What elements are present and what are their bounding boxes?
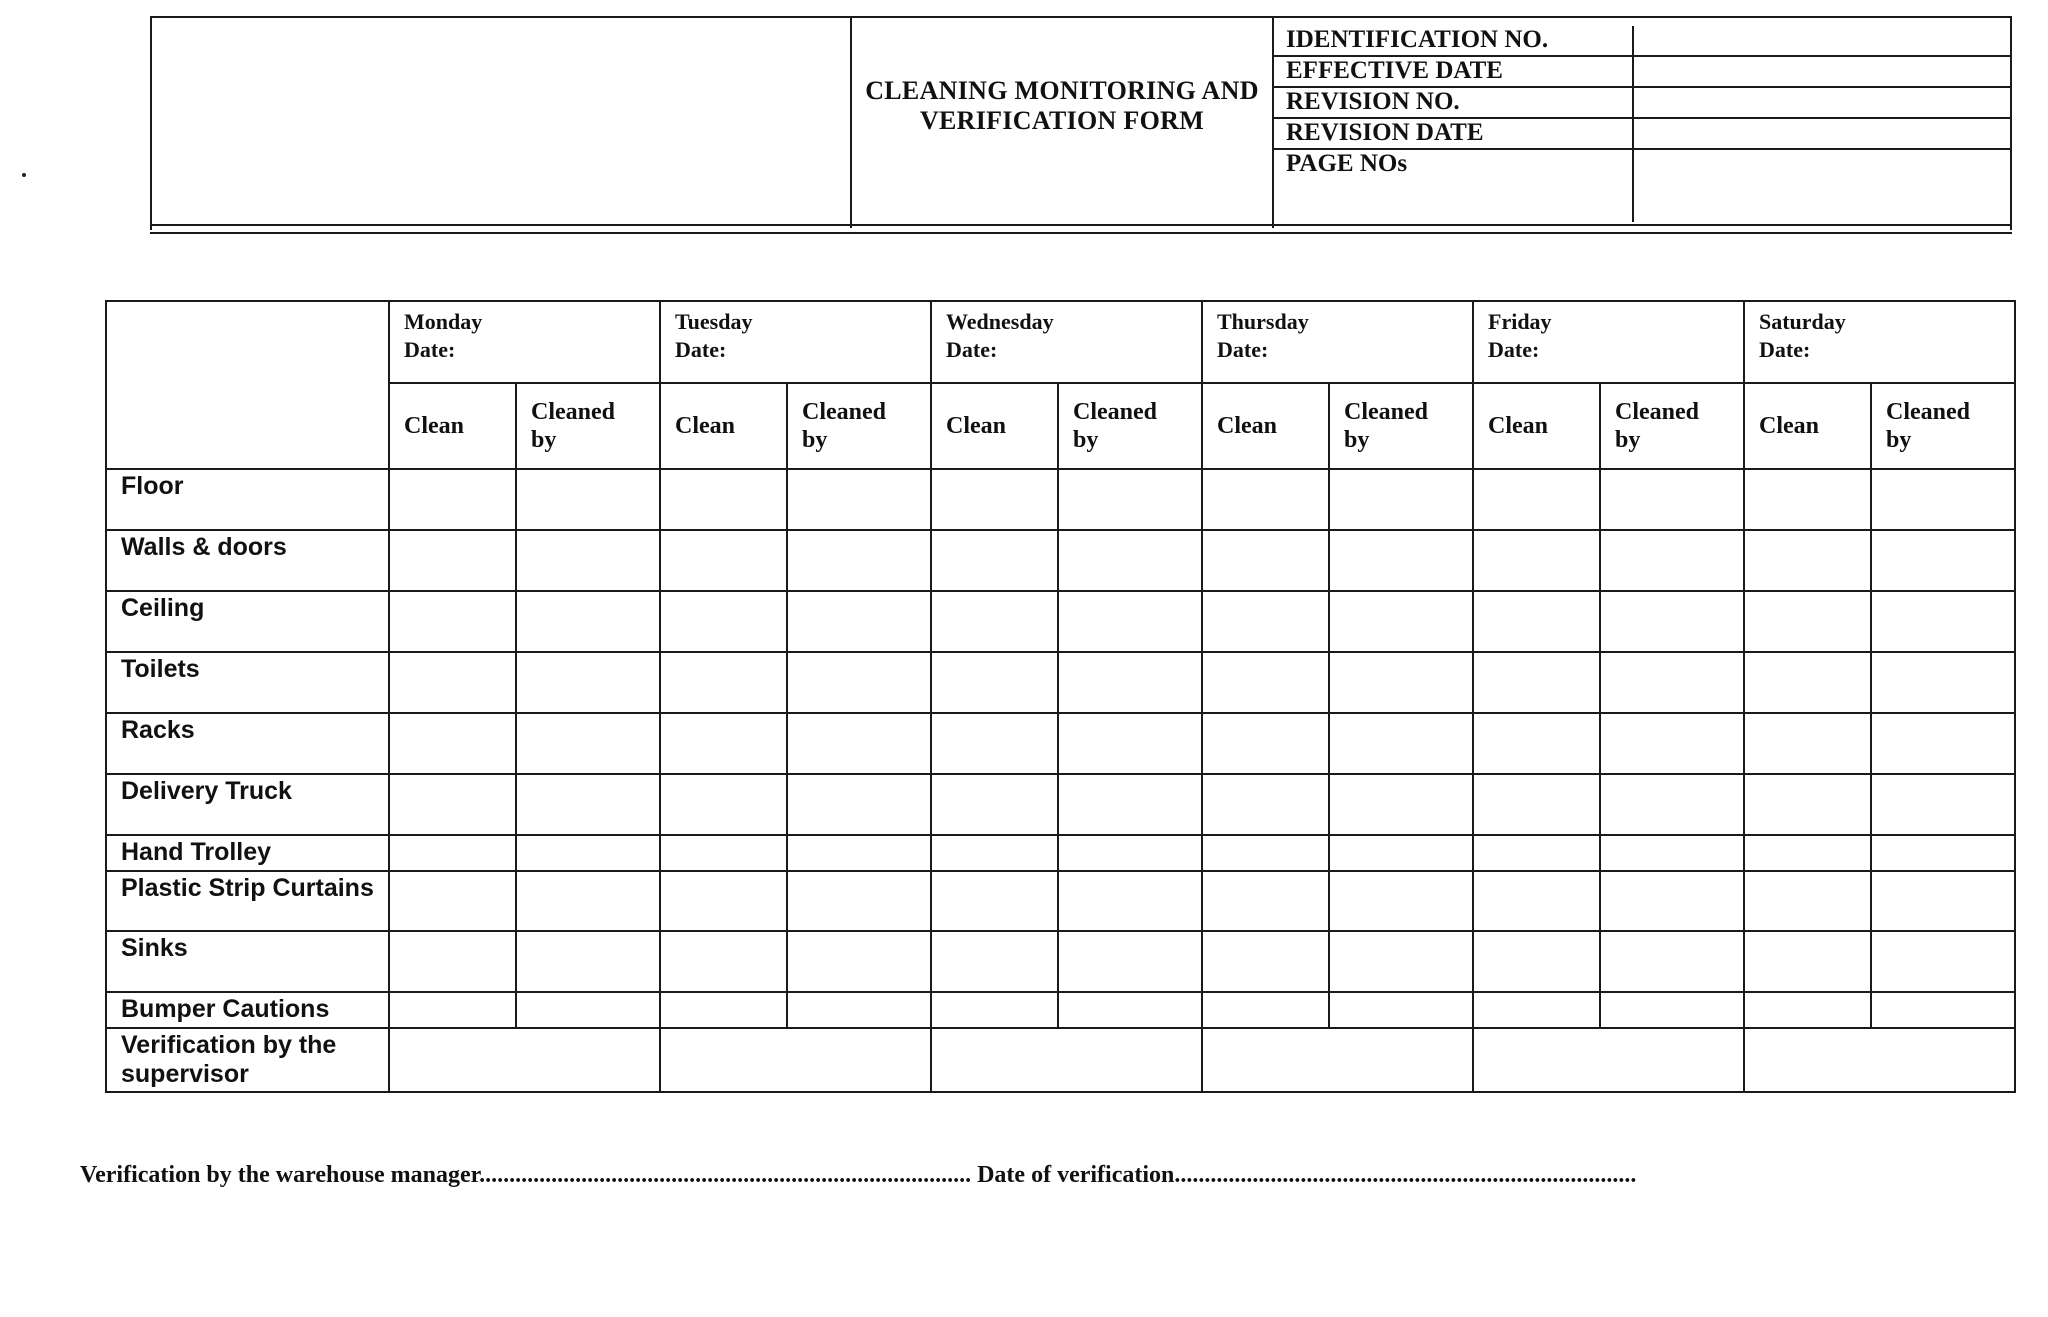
cleaned-by-line2: by bbox=[1344, 427, 1370, 453]
cleaned-by-line1: Cleaned bbox=[802, 399, 886, 425]
clean-checkbox-cell[interactable] bbox=[389, 652, 516, 713]
cleaned-by-cell[interactable] bbox=[516, 931, 660, 992]
cleaned-by-header bbox=[1600, 383, 1744, 469]
supervisor-signature-cell[interactable] bbox=[1202, 1028, 1473, 1092]
footer-verification bbox=[80, 1162, 2000, 1189]
clean-checkbox-cell[interactable] bbox=[389, 469, 516, 530]
clean-checkbox-cell[interactable] bbox=[931, 931, 1058, 992]
cleaned-by-cell[interactable] bbox=[516, 992, 660, 1028]
page-nos-field[interactable] bbox=[1633, 149, 2012, 222]
supervisor-signature-cell[interactable] bbox=[1744, 1028, 2015, 1092]
cleaned-by-cell[interactable] bbox=[787, 992, 931, 1028]
form-header bbox=[150, 16, 2012, 230]
clean-checkbox-cell[interactable] bbox=[931, 713, 1058, 774]
day-header-friday bbox=[1473, 301, 1744, 383]
clean-checkbox-cell[interactable] bbox=[1473, 992, 1600, 1028]
cleaned-by-cell[interactable] bbox=[1871, 774, 2015, 835]
clean-checkbox-cell[interactable] bbox=[389, 591, 516, 652]
cleaned-by-cell[interactable] bbox=[1329, 871, 1473, 931]
cleaned-by-cell[interactable] bbox=[1600, 992, 1744, 1028]
day-name: Wednesday bbox=[946, 309, 1054, 334]
cleaned-by-header bbox=[1058, 383, 1202, 469]
manager-signature-line[interactable]: .................................................................................. bbox=[479, 1162, 972, 1188]
cleaned-by-cell[interactable] bbox=[1058, 469, 1202, 530]
cleaned-by-cell[interactable] bbox=[1600, 871, 1744, 931]
clean-checkbox-cell[interactable] bbox=[931, 530, 1058, 591]
cleaned-by-cell[interactable] bbox=[787, 652, 931, 713]
clean-header: Clean bbox=[931, 383, 1058, 469]
clean-checkbox-cell[interactable] bbox=[1473, 931, 1600, 992]
clean-checkbox-cell[interactable] bbox=[931, 591, 1058, 652]
clean-checkbox-cell[interactable] bbox=[1202, 992, 1329, 1028]
clean-checkbox-cell[interactable] bbox=[1744, 469, 1871, 530]
cleaned-by-cell[interactable] bbox=[787, 931, 931, 992]
table-row bbox=[106, 652, 2015, 713]
cleaned-by-line1: Cleaned bbox=[1344, 399, 1428, 425]
cleaned-by-cell[interactable] bbox=[1058, 835, 1202, 871]
clean-header: Clean bbox=[1202, 383, 1329, 469]
day-date-label[interactable]: Date: bbox=[1759, 337, 1811, 362]
table-row bbox=[106, 774, 2015, 835]
cleaned-by-cell[interactable] bbox=[1329, 992, 1473, 1028]
form-title-line2: VERIFICATION FORM bbox=[919, 106, 1205, 135]
corner-cell bbox=[106, 301, 389, 469]
cleaned-by-cell[interactable] bbox=[1600, 835, 1744, 871]
cleaned-by-header bbox=[787, 383, 931, 469]
clean-checkbox-cell[interactable] bbox=[660, 992, 787, 1028]
cleaned-by-header bbox=[1871, 383, 2015, 469]
table-row bbox=[106, 713, 2015, 774]
table-row bbox=[106, 469, 2015, 530]
clean-checkbox-cell[interactable] bbox=[660, 774, 787, 835]
cleaned-by-cell[interactable] bbox=[787, 835, 931, 871]
clean-checkbox-cell[interactable] bbox=[660, 931, 787, 992]
cleaned-by-cell[interactable] bbox=[1600, 469, 1744, 530]
cleaned-by-line2: by bbox=[1615, 427, 1641, 453]
cleaned-by-cell[interactable] bbox=[787, 774, 931, 835]
clean-checkbox-cell[interactable] bbox=[389, 871, 516, 931]
cleaned-by-line2: by bbox=[802, 427, 828, 453]
cleaned-by-cell[interactable] bbox=[1871, 992, 2015, 1028]
revision-no-label: REVISION NO. bbox=[1274, 87, 1633, 118]
clean-checkbox-cell[interactable] bbox=[931, 774, 1058, 835]
item-label: Sinks bbox=[106, 931, 389, 992]
table-row bbox=[106, 931, 2015, 992]
cleaned-by-line1: Cleaned bbox=[531, 399, 615, 425]
cleaned-by-cell[interactable] bbox=[1871, 931, 2015, 992]
clean-checkbox-cell[interactable] bbox=[389, 992, 516, 1028]
clean-checkbox-cell[interactable] bbox=[1473, 871, 1600, 931]
cleaned-by-cell[interactable] bbox=[1329, 713, 1473, 774]
clean-checkbox-cell[interactable] bbox=[660, 530, 787, 591]
cleaned-by-cell[interactable] bbox=[1600, 713, 1744, 774]
clean-checkbox-cell[interactable] bbox=[931, 469, 1058, 530]
cleaned-by-line1: Cleaned bbox=[1615, 399, 1699, 425]
clean-checkbox-cell[interactable] bbox=[1744, 871, 1871, 931]
clean-header: Clean bbox=[660, 383, 787, 469]
identification-no-label: IDENTIFICATION NO. bbox=[1274, 26, 1633, 56]
clean-checkbox-cell[interactable] bbox=[1473, 835, 1600, 871]
table-row bbox=[106, 992, 2015, 1028]
supervisor-signature-cell[interactable] bbox=[931, 1028, 1202, 1092]
cleaned-by-cell[interactable] bbox=[516, 469, 660, 530]
item-label: Hand Trolley bbox=[106, 835, 389, 871]
clean-checkbox-cell[interactable] bbox=[931, 871, 1058, 931]
item-label: Walls & doors bbox=[106, 530, 389, 591]
cleaned-by-cell[interactable] bbox=[1871, 713, 2015, 774]
cleaned-by-cell[interactable] bbox=[787, 591, 931, 652]
clean-checkbox-cell[interactable] bbox=[389, 774, 516, 835]
day-header-monday bbox=[389, 301, 660, 383]
clean-checkbox-cell[interactable] bbox=[389, 713, 516, 774]
cleaned-by-cell[interactable] bbox=[1600, 530, 1744, 591]
clean-checkbox-cell[interactable] bbox=[1202, 469, 1329, 530]
cleaned-by-line1: Cleaned bbox=[1886, 399, 1970, 425]
day-header-thursday bbox=[1202, 301, 1473, 383]
cleaned-by-cell[interactable] bbox=[1871, 591, 2015, 652]
table-row bbox=[106, 835, 2015, 871]
clean-checkbox-cell[interactable] bbox=[660, 591, 787, 652]
cleaned-by-cell[interactable] bbox=[1329, 530, 1473, 591]
cleaned-by-cell[interactable] bbox=[516, 713, 660, 774]
revision-date-label: REVISION DATE bbox=[1274, 118, 1633, 149]
logo-area bbox=[152, 18, 852, 228]
day-name: Tuesday bbox=[675, 309, 753, 334]
clean-checkbox-cell[interactable] bbox=[1744, 591, 1871, 652]
clean-checkbox-cell[interactable] bbox=[1202, 871, 1329, 931]
revision-date-field[interactable] bbox=[1633, 118, 2012, 149]
cleaned-by-line1: Cleaned bbox=[1073, 399, 1157, 425]
cleaned-by-cell[interactable] bbox=[1058, 871, 1202, 931]
day-name: Friday bbox=[1488, 309, 1552, 334]
cleaned-by-cell[interactable] bbox=[516, 835, 660, 871]
cleaned-by-cell[interactable] bbox=[1058, 992, 1202, 1028]
clean-checkbox-cell[interactable] bbox=[1473, 591, 1600, 652]
clean-checkbox-cell[interactable] bbox=[1202, 713, 1329, 774]
cleaned-by-cell[interactable] bbox=[1329, 591, 1473, 652]
item-label: Toilets bbox=[106, 652, 389, 713]
cleaned-by-cell[interactable] bbox=[787, 713, 931, 774]
cleaned-by-line2: by bbox=[531, 427, 557, 453]
clean-checkbox-cell[interactable] bbox=[389, 530, 516, 591]
supervisor-signature-cell[interactable] bbox=[660, 1028, 931, 1092]
cleaned-by-cell[interactable] bbox=[1871, 871, 2015, 931]
day-date-label[interactable]: Date: bbox=[946, 337, 998, 362]
day-date-label[interactable]: Date: bbox=[675, 337, 727, 362]
cleaned-by-cell[interactable] bbox=[1871, 530, 2015, 591]
cleaned-by-cell[interactable] bbox=[1058, 652, 1202, 713]
item-label: Racks bbox=[106, 713, 389, 774]
document-control-table bbox=[1274, 26, 2012, 222]
table-row bbox=[106, 871, 2015, 931]
cleaned-by-cell[interactable] bbox=[1329, 774, 1473, 835]
day-header-tuesday bbox=[660, 301, 931, 383]
clean-header: Clean bbox=[1473, 383, 1600, 469]
clean-checkbox-cell[interactable] bbox=[1744, 835, 1871, 871]
cleaned-by-cell[interactable] bbox=[1329, 652, 1473, 713]
clean-checkbox-cell[interactable] bbox=[931, 652, 1058, 713]
clean-checkbox-cell[interactable] bbox=[1202, 835, 1329, 871]
clean-checkbox-cell[interactable] bbox=[389, 931, 516, 992]
cleaned-by-cell[interactable] bbox=[787, 871, 931, 931]
clean-checkbox-cell[interactable] bbox=[1473, 652, 1600, 713]
day-date-label[interactable]: Date: bbox=[404, 337, 456, 362]
supervisor-verification-row bbox=[106, 1028, 2015, 1092]
table-row bbox=[106, 530, 2015, 591]
supervisor-verification-label: Verification by the supervisor bbox=[106, 1028, 389, 1092]
cleaned-by-header bbox=[1329, 383, 1473, 469]
cleaning-grid bbox=[105, 300, 2016, 1093]
supervisor-signature-cell[interactable] bbox=[1473, 1028, 1744, 1092]
clean-checkbox-cell[interactable] bbox=[660, 871, 787, 931]
date-of-verification-line[interactable]: ............................................................................. bbox=[1174, 1162, 1637, 1188]
day-header-row bbox=[106, 301, 2015, 383]
revision-no-field[interactable] bbox=[1633, 87, 2012, 118]
supervisor-signature-cell[interactable] bbox=[389, 1028, 660, 1092]
header-double-rule bbox=[150, 224, 2012, 234]
clean-checkbox-cell[interactable] bbox=[931, 835, 1058, 871]
scan-speck bbox=[22, 173, 26, 177]
sub-header-row bbox=[106, 383, 2015, 469]
cleaned-by-cell[interactable] bbox=[1600, 774, 1744, 835]
cleaned-by-cell[interactable] bbox=[1058, 591, 1202, 652]
cleaned-by-cell[interactable] bbox=[516, 530, 660, 591]
day-date-label[interactable]: Date: bbox=[1488, 337, 1540, 362]
clean-checkbox-cell[interactable] bbox=[1202, 530, 1329, 591]
day-date-label[interactable]: Date: bbox=[1217, 337, 1269, 362]
day-name: Thursday bbox=[1217, 309, 1309, 334]
effective-date-field[interactable] bbox=[1633, 56, 2012, 87]
clean-checkbox-cell[interactable] bbox=[1744, 713, 1871, 774]
clean-checkbox-cell[interactable] bbox=[1744, 931, 1871, 992]
page-nos-label: PAGE NOs bbox=[1274, 149, 1633, 222]
cleaned-by-cell[interactable] bbox=[516, 774, 660, 835]
day-header-wednesday bbox=[931, 301, 1202, 383]
day-name: Monday bbox=[404, 309, 483, 334]
clean-checkbox-cell[interactable] bbox=[1202, 931, 1329, 992]
cleaned-by-cell[interactable] bbox=[1600, 591, 1744, 652]
cleaned-by-line2: by bbox=[1886, 427, 1912, 453]
effective-date-label: EFFECTIVE DATE bbox=[1274, 56, 1633, 87]
clean-checkbox-cell[interactable] bbox=[660, 469, 787, 530]
cleaned-by-cell[interactable] bbox=[516, 652, 660, 713]
clean-checkbox-cell[interactable] bbox=[660, 835, 787, 871]
clean-checkbox-cell[interactable] bbox=[660, 713, 787, 774]
clean-checkbox-cell[interactable] bbox=[1473, 774, 1600, 835]
cleaned-by-cell[interactable] bbox=[1058, 530, 1202, 591]
clean-checkbox-cell[interactable] bbox=[1473, 530, 1600, 591]
day-name: Saturday bbox=[1759, 309, 1846, 334]
clean-header: Clean bbox=[389, 383, 516, 469]
item-label: Delivery Truck bbox=[106, 774, 389, 835]
item-label: Bumper Cautions bbox=[106, 992, 389, 1028]
cleaned-by-cell[interactable] bbox=[1871, 469, 2015, 530]
clean-checkbox-cell[interactable] bbox=[660, 652, 787, 713]
cleaned-by-cell[interactable] bbox=[1058, 713, 1202, 774]
clean-checkbox-cell[interactable] bbox=[1744, 652, 1871, 713]
clean-checkbox-cell[interactable] bbox=[1202, 774, 1329, 835]
identification-no-field[interactable] bbox=[1633, 26, 2012, 56]
clean-checkbox-cell[interactable] bbox=[389, 835, 516, 871]
cleaned-by-cell[interactable] bbox=[787, 469, 931, 530]
clean-header: Clean bbox=[1744, 383, 1871, 469]
cleaned-by-cell[interactable] bbox=[516, 871, 660, 931]
cleaned-by-cell[interactable] bbox=[1058, 774, 1202, 835]
clean-checkbox-cell[interactable] bbox=[1202, 652, 1329, 713]
form-title-line1: CLEANING MONITORING AND bbox=[865, 76, 1259, 105]
cleaned-by-cell[interactable] bbox=[1871, 652, 2015, 713]
manager-verification-label: Verification by the warehouse manager bbox=[80, 1162, 480, 1188]
cleaned-by-header bbox=[516, 383, 660, 469]
cleaned-by-line2: by bbox=[1073, 427, 1099, 453]
item-label: Floor bbox=[106, 469, 389, 530]
clean-checkbox-cell[interactable] bbox=[1473, 469, 1600, 530]
clean-checkbox-cell[interactable] bbox=[1744, 992, 1871, 1028]
item-label: Ceiling bbox=[106, 591, 389, 652]
cleaned-by-cell[interactable] bbox=[1329, 931, 1473, 992]
day-header-saturday bbox=[1744, 301, 2015, 383]
cleaned-by-cell[interactable] bbox=[1329, 835, 1473, 871]
cleaned-by-cell[interactable] bbox=[1058, 931, 1202, 992]
clean-checkbox-cell[interactable] bbox=[1744, 774, 1871, 835]
clean-checkbox-cell[interactable] bbox=[1473, 713, 1600, 774]
cleaned-by-cell[interactable] bbox=[516, 591, 660, 652]
clean-checkbox-cell[interactable] bbox=[1202, 591, 1329, 652]
form-title bbox=[852, 18, 1274, 228]
clean-checkbox-cell[interactable] bbox=[931, 992, 1058, 1028]
clean-checkbox-cell[interactable] bbox=[1744, 530, 1871, 591]
cleaned-by-cell[interactable] bbox=[1600, 931, 1744, 992]
cleaned-by-cell[interactable] bbox=[1871, 835, 2015, 871]
cleaned-by-cell[interactable] bbox=[1600, 652, 1744, 713]
item-label: Plastic Strip Curtains bbox=[106, 871, 389, 931]
cleaned-by-cell[interactable] bbox=[787, 530, 931, 591]
cleaned-by-cell[interactable] bbox=[1329, 469, 1473, 530]
table-row bbox=[106, 591, 2015, 652]
date-of-verification-label: Date of verification bbox=[977, 1162, 1175, 1188]
